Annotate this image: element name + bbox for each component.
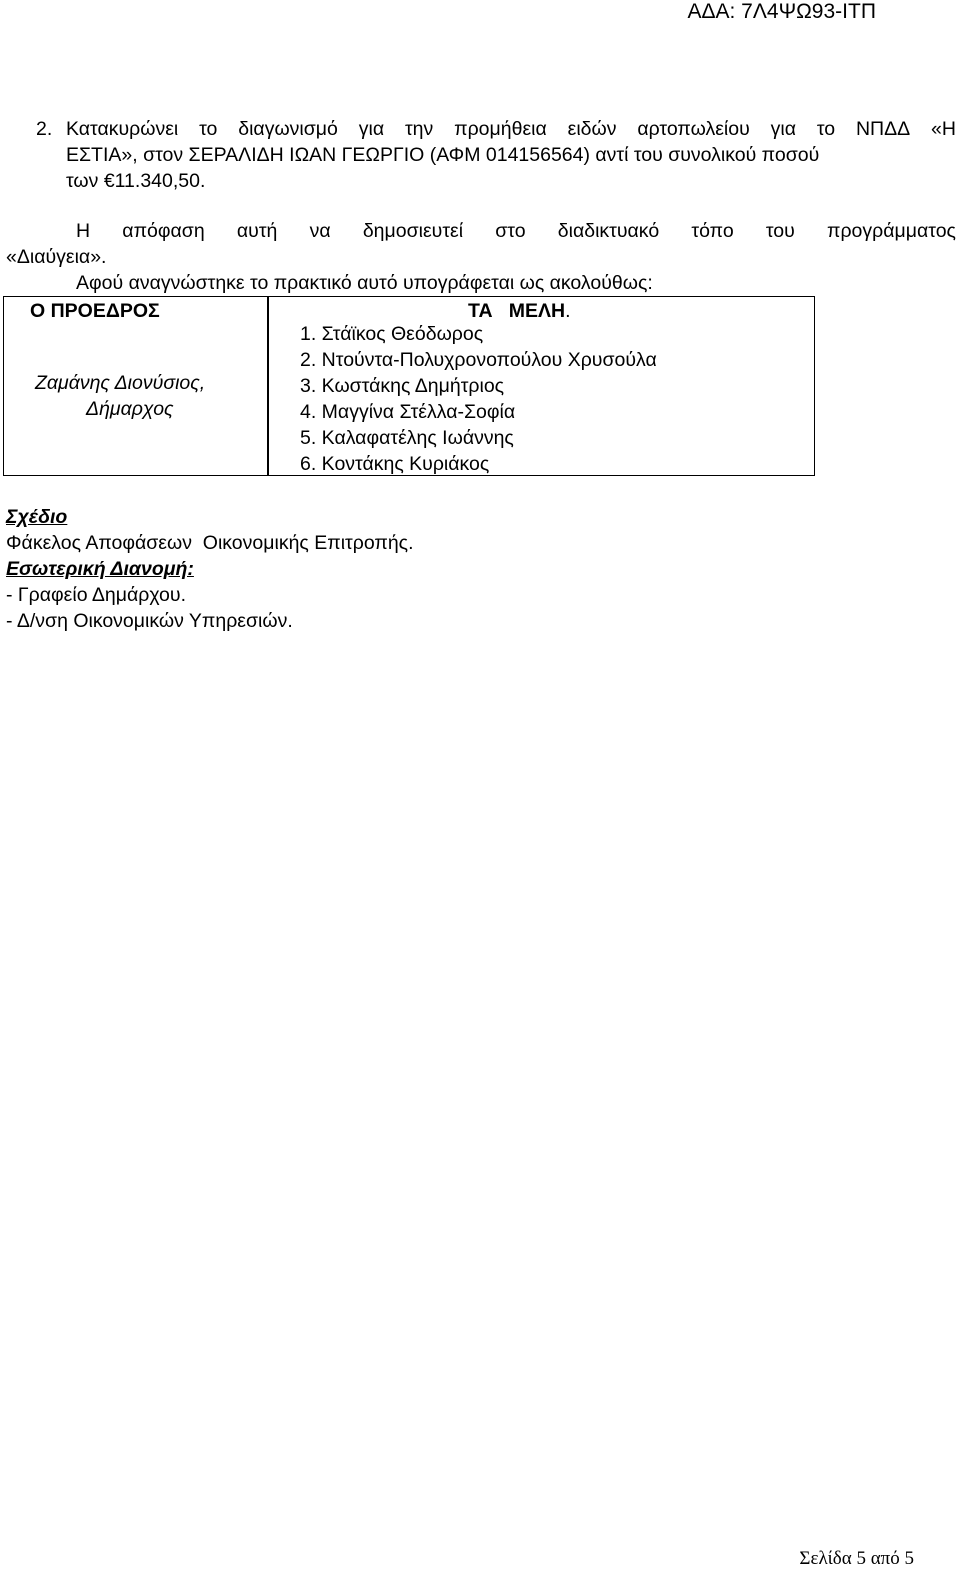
word: την xyxy=(404,118,434,140)
page-number: Σελίδα 5 από 5 xyxy=(799,1548,914,1569)
member-item: 2. Ντούντα-Πολυχρονοπούλου Χρυσούλα xyxy=(300,349,657,371)
word: στο xyxy=(495,220,526,242)
word: «Η xyxy=(931,118,956,140)
word: του xyxy=(765,220,795,242)
paragraph-number: 2. xyxy=(36,118,53,140)
members-title-dot: . xyxy=(565,300,571,322)
word: Κατακυρώνει xyxy=(66,118,179,140)
word: ΝΠΔΔ xyxy=(855,118,911,140)
decisions-folder: Φάκελος Αποφάσεων Οικονομικής Επιτροπής. xyxy=(6,532,414,554)
draft-label: Σχέδιο xyxy=(6,506,68,528)
word: αυτή xyxy=(236,220,278,242)
word: διαδικτυακό xyxy=(557,220,660,242)
word: διαγωνισμό xyxy=(238,118,338,140)
read-statement: Αφού αναγνώστηκε το πρακτικό αυτό υπογράφεται ως ακολούθως: xyxy=(76,272,653,294)
ada-code: ΑΔΑ: 7Λ4ΨΩ93-ΙΤΠ xyxy=(687,0,876,23)
word: προμήθεια xyxy=(454,118,547,140)
member-item: 4. Μαγγίνα Στέλλα-Σοφία xyxy=(300,401,516,423)
member-item: 1. Στάϊκος Θεόδωρος xyxy=(300,323,484,345)
paragraph-line-2: ΕΣΤΙΑ», στον ΣΕΡΑΛΙΔΗ ΙΩΑΝ ΓΕΩΡΓΙΟ (ΑΦΜ 014156564) αντί του συνολικού ποσού xyxy=(66,144,820,166)
word: το xyxy=(199,118,218,140)
word: το xyxy=(816,118,836,140)
word: τόπο xyxy=(691,220,734,242)
paragraph-line-3: των €11.340,50. xyxy=(66,170,206,192)
president-role: Δήμαρχος xyxy=(86,398,174,420)
word: Η xyxy=(76,220,91,242)
distribution-item: - Γραφείο Δημάρχου. xyxy=(6,584,186,606)
word: για xyxy=(770,118,796,140)
member-item: 5. Καλαφατέλης Ιωάννης xyxy=(300,427,514,449)
member-item: 6. Κοντάκης Κυριάκος xyxy=(300,453,490,475)
publication-line-2: «Διαύγεια». xyxy=(6,246,107,268)
president-name: Ζαμάνης Διονύσιος, xyxy=(35,372,206,394)
word: προγράμματος xyxy=(827,220,956,242)
word: για xyxy=(358,118,385,140)
members-title-text: ΤΑ ΜΕΛΗ xyxy=(468,300,566,322)
word: αρτοπωλείου xyxy=(637,118,750,140)
signature-divider xyxy=(267,297,269,475)
members-title xyxy=(468,300,571,323)
paragraph-line-1 xyxy=(66,118,956,141)
member-item: 3. Κωστάκης Δημήτριος xyxy=(300,375,505,397)
distribution-item: - Δ/νση Οικονομικών Υπηρεσιών. xyxy=(6,610,293,632)
distribution-label: Εσωτερική Διανομή: xyxy=(6,558,194,580)
publication-line-1 xyxy=(76,220,956,243)
word: να xyxy=(309,220,331,242)
word: δημοσιευτεί xyxy=(362,220,464,242)
word: ειδών xyxy=(567,118,617,140)
word: απόφαση xyxy=(122,220,205,242)
president-title: Ο ΠΡΟΕΔΡΟΣ xyxy=(30,300,160,322)
